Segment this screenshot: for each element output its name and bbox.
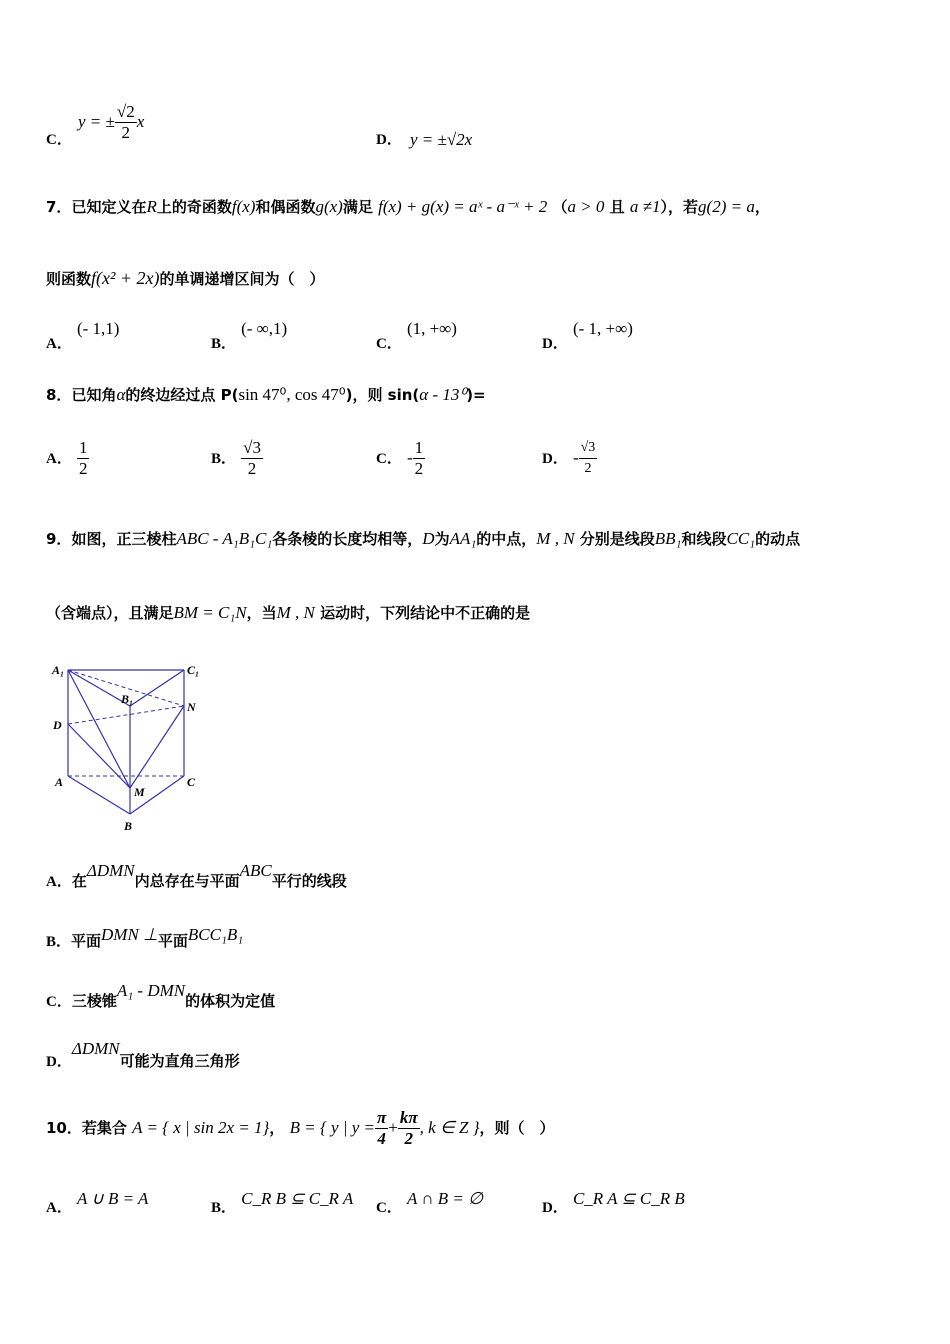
q9-prism-figure	[46, 658, 216, 838]
q10-option-a[interactable]: A． A ∪ B = A	[46, 1189, 149, 1216]
q10-options	[46, 1188, 726, 1218]
q9-option-c[interactable]: C．三棱锥A₁ - DMN的体积为定值	[46, 981, 276, 1010]
label-b: B	[124, 819, 133, 833]
q8-option-d[interactable]: D． - $\frac{√3}{2}$	[542, 440, 596, 476]
segment-dm	[68, 724, 130, 788]
label-b1: B₁	[121, 692, 134, 706]
label-d: D	[53, 718, 62, 732]
q10-stem: 10．若集合 A = { x | sin 2x = 1}， B = { y | y = $\frac{\pi}{4}$ + $\frac{k\pi}{2}$ , k ∈ Z }，则（ ）	[46, 1108, 555, 1148]
q8-option-c[interactable]: C． - $\frac{1}{2}$	[376, 438, 424, 478]
q9-stem-line1: 9．如图，正三棱柱ABC - A₁B₁C₁各条棱的长度均相等，D为AA₁的中点，M , N 分别是线段BB₁和线段CC₁的动点	[46, 529, 801, 548]
q6-option-d-label: D．	[376, 132, 402, 148]
q6-option-d-math: y = ±√2x	[410, 130, 473, 149]
q7-stem-line1: 7．已知定义在R上的奇函数f(x)和偶函数g(x)满足 f(x) + g(x) = aˣ - a⁻ˣ + 2 （a > 0 且 a ≠1），若g(2) = a，	[46, 197, 770, 216]
q6-option-c-label: C．	[46, 132, 72, 148]
q7-options	[46, 318, 726, 352]
edge-ab	[68, 776, 130, 814]
q10-option-b[interactable]: B． C_R B ⊆ C_R A	[211, 1189, 354, 1216]
q8-options	[46, 438, 726, 490]
q9-option-b[interactable]: B．平面DMN ⊥平面BCC₁B₁	[46, 925, 244, 950]
label-m: M	[134, 785, 145, 799]
segment-dn-hidden	[68, 706, 184, 724]
label-a: A	[55, 775, 64, 789]
label-n: N	[187, 700, 196, 714]
label-c: C	[187, 775, 196, 789]
q10-option-c[interactable]: C． A ∩ B = ∅	[376, 1189, 483, 1216]
q10-option-d[interactable]: D． C_R A ⊆ C_R B	[542, 1189, 685, 1216]
q7-option-b[interactable]: B． (- ∞,1)	[211, 319, 288, 352]
q9-option-d[interactable]: D．ΔDMN可能为直角三角形	[46, 1039, 240, 1070]
label-c1: C₁	[187, 663, 200, 677]
q7-option-a[interactable]: A． (- 1,1)	[46, 319, 120, 352]
q9-option-a[interactable]: A．在ΔDMN内总存在与平面ABC平行的线段	[46, 861, 347, 890]
q6-option-c-math: y = ± $\frac{√2}{2}$ x	[78, 102, 145, 142]
q7-option-d[interactable]: D． (- 1, +∞)	[542, 319, 633, 352]
q8-stem: 8．已知角α的终边经过点 P(sin 47⁰, cos 47⁰)，则 sin(α - 13⁰)=	[46, 385, 486, 404]
q8-option-b[interactable]: B． $\frac{√3}{2}$	[211, 438, 261, 478]
q9-stem-line2: （含端点），且满足BM = C₁N，当M , N 运动时，下列结论中不正确的是	[46, 603, 531, 622]
edge-b1c1	[130, 670, 184, 706]
q7-option-c[interactable]: C． (1, +∞)	[376, 319, 457, 352]
q7-stem-line2: 则函数f(x² + 2x)的单调递增区间为（ ）	[46, 268, 325, 288]
q8-option-a[interactable]: A． $\frac{1}{2}$	[46, 438, 88, 478]
label-a1: A₁	[52, 663, 65, 677]
